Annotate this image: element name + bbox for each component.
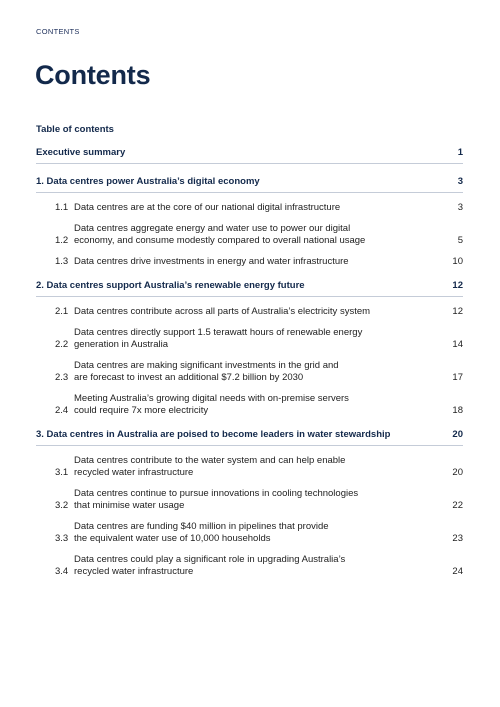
toc-entry-title: Data centres are making significant investments in the grid and are forecast to invest an additional $7.2 billion by 2030 (74, 360, 339, 383)
running-header: CONTENTS (36, 27, 80, 36)
toc-entry-title: Data centres contribute to the water system and can help enable recycled water infrastructure (74, 455, 346, 478)
toc-entry-title: Meeting Australia’s growing digital needs with on-premise servers could require 7x more electricity (74, 393, 349, 416)
table-of-contents (36, 124, 463, 587)
toc-entry-number: 2.3 (55, 372, 69, 383)
toc-entry-title: Data centres are at the core of our national digital infrastructure (74, 202, 341, 213)
toc-entry-1-1[interactable] (36, 202, 463, 214)
toc-entry-1-2[interactable] (36, 223, 463, 247)
toc-entry-title: Data centres drive investments in energy and water infrastructure (74, 256, 349, 267)
toc-entry-number: 3.2 (55, 500, 69, 511)
toc-entry-page: 3 (457, 202, 463, 213)
toc-entry-page: 3 (457, 176, 463, 187)
toc-entry-number: 2.2 (55, 339, 69, 350)
toc-entry-title: Data centres are funding $40 million in pipelines that provide the equivalent water use of 10,000 households (74, 521, 329, 544)
toc-entry-2-1[interactable] (36, 306, 463, 318)
toc-entry-number: 2.1 (55, 306, 69, 317)
toc-entry-page: 14 (452, 339, 463, 350)
toc-entry-title: 1. Data centres power Australia’s digital economy (36, 176, 260, 187)
toc-entry-2-4[interactable] (36, 393, 463, 417)
toc-label: Table of contents (36, 124, 114, 135)
toc-entry-3-1[interactable] (36, 455, 463, 479)
toc-entry-title: Data centres contribute across all parts of Australia’s electricity system (74, 306, 371, 317)
toc-entry-title: 2. Data centres support Australia’s renewable energy future (36, 280, 305, 291)
toc-entry-number: 1.3 (55, 256, 69, 267)
toc-entry-number: 1.1 (55, 202, 69, 213)
toc-entry-title: Data centres aggregate energy and water use to power our digital economy, and consume modestly compared to overall national usage (74, 223, 366, 246)
toc-entry-title: Data centres continue to pursue innovations in cooling technologies that minimise water usage (74, 488, 359, 511)
toc-entry-page: 22 (452, 500, 463, 511)
toc-entry-page: 20 (452, 429, 463, 440)
toc-entry-title: Executive summary (36, 147, 126, 158)
toc-entry-2-3[interactable] (36, 360, 463, 384)
toc-entry-page: 24 (452, 566, 463, 577)
toc-entry-title: Data centres directly support 1.5 terawatt hours of renewable energy generation in Australia (74, 327, 363, 350)
toc-entry-title: Data centres could play a significant role in upgrading Australia’s recycled water infrastructure (74, 554, 346, 577)
toc-entry-page: 23 (452, 533, 463, 544)
toc-entry-3-3[interactable] (36, 521, 463, 545)
toc-entry-number: 3.3 (55, 533, 69, 544)
toc-entry-page: 5 (457, 235, 463, 246)
toc-entry-page: 1 (457, 147, 463, 158)
toc-entry-3-4[interactable] (36, 554, 463, 578)
toc-entry-3-2[interactable] (36, 488, 463, 512)
toc-entry-title: 3. Data centres in Australia are poised to become leaders in water stewardship (36, 429, 391, 440)
toc-entry-page: 10 (452, 256, 463, 267)
toc-entry-section-2[interactable] (36, 277, 463, 297)
toc-entry-page: 17 (452, 372, 463, 383)
toc-entry-page: 12 (452, 306, 463, 317)
toc-entry-section-1[interactable] (36, 173, 463, 193)
toc-entry-number: 3.4 (55, 566, 69, 577)
toc-entry-number: 1.2 (55, 235, 69, 246)
toc-entry-section-3[interactable] (36, 426, 463, 446)
page-title: Contents (35, 60, 151, 90)
toc-entry-executive-summary[interactable] (36, 144, 463, 164)
toc-entry-page: 20 (452, 467, 463, 478)
toc-entry-page: 12 (452, 280, 463, 291)
toc-entry-number: 2.4 (55, 405, 69, 416)
toc-entry-number: 3.1 (55, 467, 69, 478)
toc-entry-1-3[interactable] (36, 256, 463, 268)
toc-entry-2-2[interactable] (36, 327, 463, 351)
toc-entry-page: 18 (452, 405, 463, 416)
